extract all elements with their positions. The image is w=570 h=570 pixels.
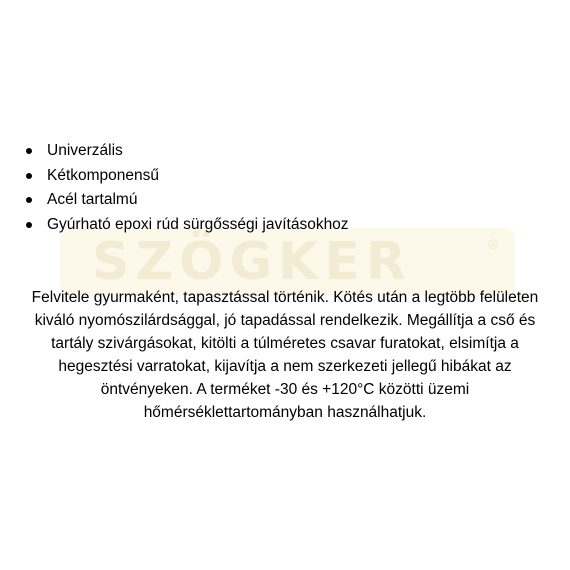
description-line: Felvitele gyurmaként, tapasztással történik. Kötés után a legtöbb felületen (31, 289, 539, 306)
feature-text: Acél tartalmú (47, 191, 138, 208)
feature-text: Gyúrható epoxi rúd sürgősségi javításokhoz (47, 215, 349, 233)
watermark-logo-text: SZÖGKER (92, 232, 412, 292)
description-line: hegesztési varratokat, kijavítja a nem szerkezeti jellegű hibákat az (58, 358, 512, 375)
feature-item (26, 164, 349, 189)
description-line: kiváló nyomószilárdsággal, jó tapadással rendelkezik. Megállítja a cső és (34, 312, 536, 329)
bullet-icon (26, 148, 32, 154)
bullet-icon (26, 222, 32, 228)
bullet-icon (26, 173, 32, 179)
description-line: tartály szivárgásokat, kitölti a túlméretes csavar furatokat, elsimítja a (51, 335, 519, 352)
feature-item (26, 188, 349, 213)
description-line: öntvényeken. A terméket -30 és +120°C közötti üzemi (100, 381, 470, 398)
description-line: hőmérséklettartományban használhatjuk. (143, 404, 427, 421)
bullet-icon (26, 197, 32, 203)
feature-item (26, 213, 349, 238)
watermark-registered-mark: ® (488, 236, 499, 252)
product-description (0, 286, 570, 424)
feature-item (26, 139, 349, 164)
feature-list (26, 139, 349, 237)
feature-text: Kétkomponensű (47, 166, 160, 184)
feature-text: Univerzális (47, 142, 123, 159)
